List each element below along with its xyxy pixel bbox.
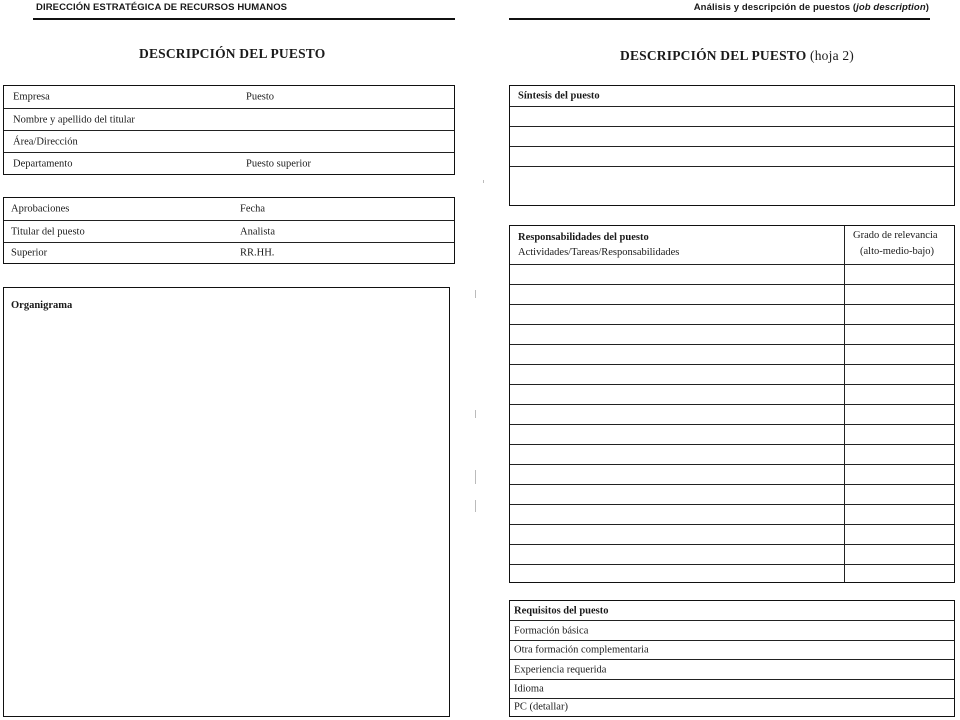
label-puesto-superior: Puesto superior — [246, 158, 312, 169]
spine-mark — [475, 470, 476, 484]
row-otra-formacion — [510, 640, 954, 659]
label-aprobaciones: Aprobaciones — [11, 203, 70, 215]
sintesis-line — [510, 166, 954, 186]
responsabilidad-line — [510, 404, 954, 424]
responsabilidad-line — [510, 344, 954, 364]
responsabilidades-header-row — [510, 226, 954, 264]
responsabilidades-table — [509, 225, 955, 583]
responsabilidad-line — [510, 364, 954, 384]
responsabilidades-subtitle: Actividades/Tareas/Responsabilidades — [518, 247, 680, 258]
running-header-right-italic: job description — [856, 2, 926, 13]
responsabilidad-line — [510, 384, 954, 404]
running-header-right — [694, 2, 929, 13]
sintesis-header-row — [510, 86, 954, 106]
row-aprobaciones — [4, 198, 454, 220]
header-rule-right — [509, 18, 930, 20]
row-pc — [510, 698, 954, 715]
organigrama-box — [3, 287, 450, 717]
row-requisitos — [510, 601, 954, 620]
label-otra-formacion: Otra formación complementaria — [514, 644, 649, 656]
label-fecha: Fecha — [240, 203, 266, 215]
label-formacion-basica: Formación básica — [514, 625, 589, 636]
row-nombre — [4, 108, 454, 130]
row-titular — [4, 220, 454, 242]
responsabilidad-line — [510, 564, 954, 584]
sintesis-line — [510, 106, 954, 126]
grado-relevancia-label: Grado de relevancia — [853, 230, 938, 241]
label-rrhh: RR.HH. — [240, 247, 275, 259]
grado-relevancia-scale: (alto-medio-bajo) — [860, 246, 935, 257]
organigrama-title: Organigrama — [11, 300, 73, 311]
spine-mark — [475, 500, 476, 512]
sintesis-table — [509, 85, 955, 206]
spine-mark — [475, 410, 476, 418]
responsabilidad-line — [510, 484, 954, 504]
running-header-left: DIRECCIÓN ESTRATÉGICA DE RECURSOS HUMANOS — [36, 2, 288, 13]
row-idioma — [510, 679, 954, 698]
label-nombre-titular: Nombre y apellido del titular — [13, 114, 135, 125]
identification-table — [3, 85, 455, 175]
running-header-right-text: Análisis y descripción de puestos ( — [693, 2, 857, 13]
responsabilidad-line — [510, 504, 954, 524]
label-analista: Analista — [240, 226, 275, 237]
row-area — [4, 130, 454, 152]
label-titular-puesto: Titular del puesto — [11, 226, 85, 237]
responsabilidad-line — [510, 324, 954, 344]
responsabilidad-line — [510, 544, 954, 564]
label-idioma: Idioma — [514, 683, 544, 695]
row-superior — [4, 242, 454, 263]
label-area-direccion: Área/Dirección — [13, 136, 78, 147]
label-pc: PC (detallar) — [514, 701, 568, 713]
row-empresa — [4, 86, 454, 108]
sintesis-line — [510, 126, 954, 146]
header-rule-left — [33, 18, 455, 20]
right-page-title-sub: (hoja 2) — [810, 48, 854, 63]
requisitos-table — [509, 600, 955, 717]
right-page-title-main: DESCRIPCIÓN DEL PUESTO — [620, 48, 807, 63]
label-departamento: Departamento — [13, 158, 73, 169]
sintesis-line — [510, 146, 954, 166]
right-page-title — [620, 48, 854, 64]
responsabilidades-title: Responsabilidades del puesto — [518, 232, 649, 243]
responsabilidades-lines — [510, 264, 954, 584]
running-header-right-close: ) — [925, 2, 929, 13]
label-empresa: Empresa — [13, 91, 50, 103]
responsabilidad-line — [510, 264, 954, 284]
responsabilidad-line — [510, 424, 954, 444]
sintesis-title: Síntesis del puesto — [518, 90, 600, 102]
row-formacion — [510, 620, 954, 640]
row-experiencia — [510, 659, 954, 679]
label-experiencia: Experiencia requerida — [514, 664, 607, 675]
label-puesto: Puesto — [246, 91, 275, 103]
requisitos-title: Requisitos del puesto — [514, 605, 609, 616]
label-superior: Superior — [11, 247, 48, 259]
responsabilidad-line — [510, 304, 954, 324]
left-page-title: DESCRIPCIÓN DEL PUESTO — [139, 46, 326, 61]
approvals-table — [3, 197, 455, 264]
responsabilidad-line — [510, 444, 954, 464]
row-departamento — [4, 152, 454, 174]
responsabilidad-line — [510, 524, 954, 544]
responsabilidad-line — [510, 284, 954, 304]
spine-mark — [483, 180, 484, 183]
spine-mark — [475, 290, 476, 298]
responsabilidad-line — [510, 464, 954, 484]
